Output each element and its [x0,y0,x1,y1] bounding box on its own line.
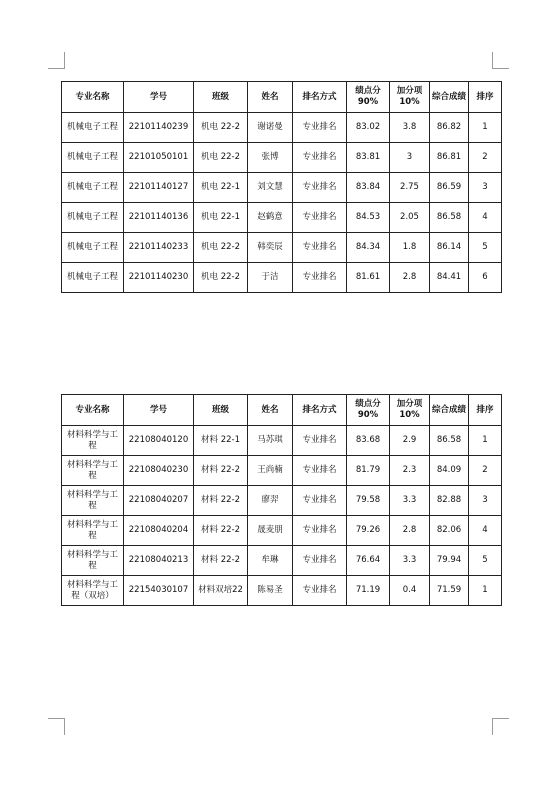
cell-student-id: 22108040204 [124,516,194,546]
header-total-score: 综合成绩 [430,395,469,426]
cell-major: 材料科学与工程 [62,456,124,486]
cell-ranking-method: 专业排名 [293,263,347,293]
cell-class: 材料双培22 [194,576,248,606]
table-row [62,203,502,233]
table-row [62,576,502,606]
cell-class: 机电 22-2 [194,113,248,143]
crop-mark-bottom-right [492,718,509,735]
cell-major: 材料科学与工程 [62,486,124,516]
cell-name: 刘文慧 [248,173,293,203]
cell-gpa-score: 76.64 [347,546,390,576]
cell-total-score: 71.59 [430,576,469,606]
header-major: 专业名称 [62,395,124,426]
cell-student-id: 22101140136 [124,203,194,233]
header-gpa-score: 绩点分90% [347,395,390,426]
header-row [62,82,502,113]
header-rank: 排序 [469,82,502,113]
cell-total-score: 84.09 [430,456,469,486]
header-name: 姓名 [248,395,293,426]
cell-bonus-score: 3 [390,143,430,173]
cell-class: 机电 22-1 [194,173,248,203]
cell-major: 材料科学与工程 [62,426,124,456]
cell-bonus-score: 3.3 [390,486,430,516]
cell-class: 材料 22-2 [194,516,248,546]
cell-name: 谢诺曼 [248,113,293,143]
cell-major: 材料科学与工程（双培） [62,576,124,606]
cell-rank: 1 [469,426,502,456]
header-rank: 排序 [469,395,502,426]
table-row [62,516,502,546]
cell-gpa-score: 79.26 [347,516,390,546]
cell-class: 机电 22-2 [194,233,248,263]
cell-ranking-method: 专业排名 [293,456,347,486]
cell-rank: 1 [469,576,502,606]
cell-gpa-score: 83.81 [347,143,390,173]
cell-name: 晟麦朋 [248,516,293,546]
materials-ranking-table [61,394,502,606]
cell-class: 机电 22-2 [194,143,248,173]
cell-total-score: 82.06 [430,516,469,546]
cell-rank: 1 [469,113,502,143]
cell-ranking-method: 专业排名 [293,113,347,143]
cell-name: 马苏琪 [248,426,293,456]
header-gpa-score: 绩点分90% [347,82,390,113]
cell-ranking-method: 专业排名 [293,233,347,263]
cell-gpa-score: 81.61 [347,263,390,293]
cell-ranking-method: 专业排名 [293,486,347,516]
cell-student-id: 22101140233 [124,233,194,263]
cell-total-score: 86.59 [430,173,469,203]
cell-student-id: 22101050101 [124,143,194,173]
cell-bonus-score: 2.8 [390,263,430,293]
cell-ranking-method: 专业排名 [293,203,347,233]
cell-ranking-method: 专业排名 [293,576,347,606]
cell-bonus-score: 2.3 [390,456,430,486]
cell-class: 材料 22-2 [194,486,248,516]
crop-mark-top-left [48,52,65,69]
cell-rank: 5 [469,233,502,263]
cell-name: 陈易圣 [248,576,293,606]
cell-gpa-score: 81.79 [347,456,390,486]
header-ranking-method: 排名方式 [293,82,347,113]
cell-name: 韩奕辰 [248,233,293,263]
cell-class: 机电 22-1 [194,203,248,233]
cell-ranking-method: 专业排名 [293,516,347,546]
cell-bonus-score: 0.4 [390,576,430,606]
cell-name: 赵鹤意 [248,203,293,233]
cell-rank: 3 [469,173,502,203]
cell-bonus-score: 2.05 [390,203,430,233]
cell-ranking-method: 专业排名 [293,546,347,576]
cell-gpa-score: 84.53 [347,203,390,233]
cell-major: 机械电子工程 [62,143,124,173]
header-row [62,395,502,426]
cell-total-score: 86.14 [430,233,469,263]
cell-major: 机械电子工程 [62,233,124,263]
table-row [62,263,502,293]
header-total-score: 综合成绩 [430,82,469,113]
cell-major: 机械电子工程 [62,113,124,143]
cell-ranking-method: 专业排名 [293,426,347,456]
cell-gpa-score: 83.02 [347,113,390,143]
cell-total-score: 79.94 [430,546,469,576]
header-name: 姓名 [248,82,293,113]
cell-major: 机械电子工程 [62,203,124,233]
cell-total-score: 86.58 [430,426,469,456]
cell-bonus-score: 3.3 [390,546,430,576]
table-row [62,426,502,456]
cell-name: 王尚楠 [248,456,293,486]
cell-bonus-score: 3.8 [390,113,430,143]
cell-total-score: 86.82 [430,113,469,143]
cell-class: 材料 22-1 [194,426,248,456]
crop-mark-top-right [492,52,509,69]
table-row [62,143,502,173]
cell-total-score: 86.81 [430,143,469,173]
cell-ranking-method: 专业排名 [293,143,347,173]
cell-total-score: 84.41 [430,263,469,293]
cell-student-id: 22108040120 [124,426,194,456]
cell-name: 于洁 [248,263,293,293]
cell-bonus-score: 2.8 [390,516,430,546]
header-class: 班级 [194,82,248,113]
cell-gpa-score: 83.68 [347,426,390,456]
cell-student-id: 22101140127 [124,173,194,203]
table-row [62,546,502,576]
cell-rank: 2 [469,456,502,486]
crop-mark-bottom-left [48,718,65,735]
cell-class: 机电 22-2 [194,263,248,293]
cell-gpa-score: 83.84 [347,173,390,203]
cell-student-id: 22108040230 [124,456,194,486]
cell-bonus-score: 2.9 [390,426,430,456]
cell-major: 材料科学与工程 [62,546,124,576]
cell-rank: 2 [469,143,502,173]
cell-name: 廖羿 [248,486,293,516]
cell-name: 牟琳 [248,546,293,576]
cell-rank: 5 [469,546,502,576]
cell-class: 材料 22-2 [194,546,248,576]
table-row [62,456,502,486]
cell-name: 张博 [248,143,293,173]
table-row [62,486,502,516]
header-bonus-score: 加分项10% [390,82,430,113]
cell-major: 材料科学与工程 [62,516,124,546]
cell-student-id: 22154030107 [124,576,194,606]
cell-bonus-score: 2.75 [390,173,430,203]
cell-major: 机械电子工程 [62,173,124,203]
cell-rank: 3 [469,486,502,516]
cell-major: 机械电子工程 [62,263,124,293]
cell-student-id: 22108040207 [124,486,194,516]
cell-gpa-score: 71.19 [347,576,390,606]
cell-ranking-method: 专业排名 [293,173,347,203]
cell-student-id: 22101140230 [124,263,194,293]
cell-total-score: 82.88 [430,486,469,516]
cell-rank: 6 [469,263,502,293]
cell-gpa-score: 79.58 [347,486,390,516]
header-student-id: 学号 [124,395,194,426]
cell-student-id: 22101140239 [124,113,194,143]
mechatronics-ranking-table [61,81,502,293]
cell-rank: 4 [469,516,502,546]
cell-student-id: 22108040213 [124,546,194,576]
header-class: 班级 [194,395,248,426]
header-student-id: 学号 [124,82,194,113]
cell-rank: 4 [469,203,502,233]
cell-bonus-score: 1.8 [390,233,430,263]
header-bonus-score: 加分项10% [390,395,430,426]
table-row [62,233,502,263]
cell-gpa-score: 84.34 [347,233,390,263]
table-row [62,113,502,143]
header-major: 专业名称 [62,82,124,113]
table-row [62,173,502,203]
cell-class: 材料 22-2 [194,456,248,486]
header-ranking-method: 排名方式 [293,395,347,426]
cell-total-score: 86.58 [430,203,469,233]
